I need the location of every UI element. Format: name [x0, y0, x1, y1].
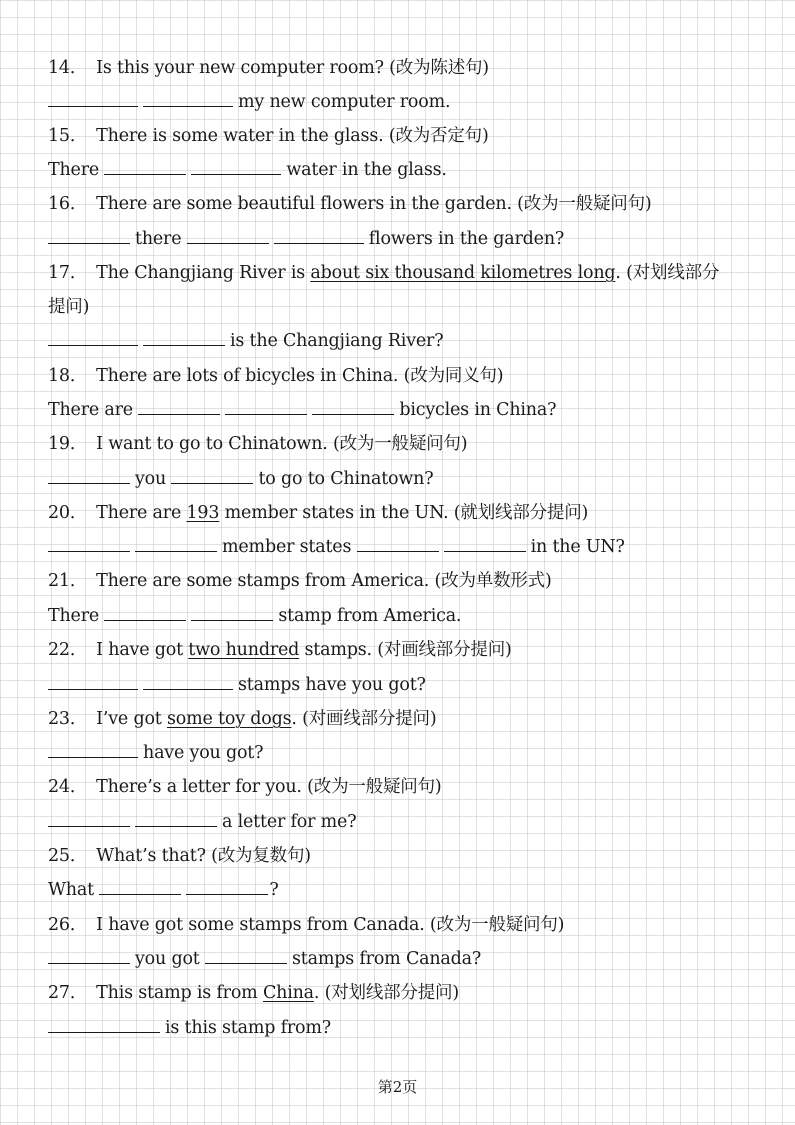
answer-blank[interactable] — [143, 688, 233, 690]
answer-blank[interactable] — [48, 242, 130, 244]
question-23 — [48, 707, 436, 731]
answer-24 — [48, 810, 356, 834]
question-text: There’s a letter for you. (改为一般疑问句) — [96, 777, 442, 797]
answer-text: is the Changjiang River? — [230, 331, 444, 351]
answer-25 — [48, 878, 279, 902]
answer-blank[interactable] — [48, 962, 130, 964]
answer-text: you got — [135, 949, 200, 969]
underlined-phrase: 193 — [186, 503, 220, 523]
answer-text: There — [48, 606, 100, 626]
question-text: There are lots of bicycles in China. (改为同义句) — [96, 366, 504, 386]
question-18 — [48, 364, 503, 388]
answer-blank[interactable] — [357, 550, 439, 552]
answer-text: in the UN? — [530, 537, 625, 557]
answer-18 — [48, 398, 556, 422]
answer-14 — [48, 90, 450, 114]
question-number: 16． — [48, 194, 88, 214]
question-number: 20． — [48, 503, 88, 523]
answer-blank[interactable] — [104, 173, 186, 175]
question-number: 21． — [48, 571, 88, 591]
answer-21 — [48, 604, 461, 628]
answer-text: stamps from Canada? — [292, 949, 482, 969]
answer-text: What — [48, 880, 94, 900]
answer-20 — [48, 535, 625, 559]
question-number: 25． — [48, 846, 88, 866]
answer-blank[interactable] — [143, 344, 225, 346]
question-text: What’s that? (改为复数句) — [96, 846, 311, 866]
answer-blank[interactable] — [171, 482, 253, 484]
answer-blank[interactable] — [135, 550, 217, 552]
answer-text: ? — [269, 880, 279, 900]
answer-text: stamp from America. — [278, 606, 462, 626]
underlined-phrase: some toy dogs — [167, 709, 292, 729]
question-22 — [48, 638, 512, 662]
answer-text: is this stamp from? — [165, 1018, 331, 1038]
question-21 — [48, 569, 552, 593]
answer-blank[interactable] — [138, 413, 220, 415]
question-17-wrap — [48, 295, 89, 319]
answer-blank[interactable] — [187, 242, 269, 244]
question-text: Is this your new computer room? (改为陈述句) — [96, 58, 489, 78]
question-text: 提问) — [48, 297, 90, 317]
question-text: . (对划线部分提问) — [313, 983, 459, 1003]
answer-text: There — [48, 160, 100, 180]
answer-23 — [48, 741, 263, 765]
question-number: 15． — [48, 126, 88, 146]
answer-text: you — [135, 469, 167, 489]
question-text: I have got — [96, 640, 189, 660]
question-text: stamps. (对画线部分提问) — [299, 640, 512, 660]
answer-19 — [48, 467, 433, 491]
answer-text: water in the glass. — [286, 160, 447, 180]
answer-text: my new computer room. — [238, 92, 451, 112]
answer-blank[interactable] — [48, 688, 138, 690]
answer-blank[interactable] — [312, 413, 394, 415]
question-text: . (对划线部分 — [615, 263, 720, 283]
question-text: member states in the UN. (就划线部分提问) — [219, 503, 589, 523]
question-number: 26． — [48, 915, 88, 935]
answer-blank[interactable] — [444, 550, 526, 552]
underlined-phrase: two hundred — [188, 640, 300, 660]
question-15 — [48, 124, 489, 148]
answer-blank[interactable] — [99, 893, 181, 895]
question-text: I want to go to Chinatown. (改为一般疑问句) — [96, 434, 468, 454]
answer-17 — [48, 329, 443, 353]
answer-blank[interactable] — [48, 550, 130, 552]
question-24 — [48, 775, 442, 799]
question-27 — [48, 981, 459, 1005]
underlined-phrase: about six thousand kilometres long — [310, 263, 616, 283]
question-text: There is some water in the glass. (改为否定句) — [96, 126, 489, 146]
question-text: . (对画线部分提问) — [291, 709, 437, 729]
page-number: 第2页 — [377, 1078, 418, 1096]
answer-blank[interactable] — [48, 482, 130, 484]
answer-text: to go to Chinatown? — [258, 469, 434, 489]
answer-blank[interactable] — [191, 619, 273, 621]
question-number: 24． — [48, 777, 88, 797]
question-20 — [48, 501, 588, 525]
underlined-phrase: China — [262, 983, 314, 1003]
answer-text: member states — [222, 537, 352, 557]
answer-text: There are — [48, 400, 133, 420]
answer-blank[interactable] — [48, 105, 138, 107]
answer-blank[interactable] — [186, 893, 268, 895]
question-number: 22． — [48, 640, 88, 660]
answer-15 — [48, 158, 447, 182]
answer-text: a letter for me? — [222, 812, 357, 832]
answer-blank[interactable] — [225, 413, 307, 415]
question-number: 18． — [48, 366, 88, 386]
question-text: There are some stamps from America. (改为单数形式) — [96, 571, 552, 591]
answer-text: flowers in the garden? — [368, 229, 565, 249]
question-text: I have got some stamps from Canada. (改为一般疑问句) — [96, 915, 565, 935]
question-text: The Changjiang River is — [96, 263, 311, 283]
answer-text: there — [135, 229, 182, 249]
question-text: There are — [96, 503, 187, 523]
answer-27 — [48, 1016, 331, 1040]
question-number: 19． — [48, 434, 88, 454]
question-number: 14． — [48, 58, 88, 78]
question-text: This stamp is from — [96, 983, 263, 1003]
question-17 — [48, 261, 719, 285]
question-text: There are some beautiful flowers in the garden. (改为一般疑问句) — [96, 194, 652, 214]
answer-text: stamps have you got? — [238, 675, 426, 695]
question-text: I’ve got — [96, 709, 167, 729]
answer-blank[interactable] — [48, 825, 130, 827]
answer-blank[interactable] — [48, 756, 138, 758]
answer-16 — [48, 227, 564, 251]
question-25 — [48, 844, 311, 868]
question-number: 27． — [48, 983, 88, 1003]
answer-blank[interactable] — [48, 1031, 160, 1033]
answer-text: have you got? — [143, 743, 264, 763]
answer-blank[interactable] — [274, 242, 364, 244]
question-number: 17． — [48, 263, 88, 283]
question-16 — [48, 192, 652, 216]
question-26 — [48, 913, 564, 937]
answer-blank[interactable] — [135, 825, 217, 827]
question-19 — [48, 432, 467, 456]
question-number: 23． — [48, 709, 88, 729]
answer-blank[interactable] — [143, 105, 233, 107]
answer-22 — [48, 673, 426, 697]
answer-26 — [48, 947, 481, 971]
answer-blank[interactable] — [205, 962, 287, 964]
question-14 — [48, 56, 489, 80]
answer-blank[interactable] — [191, 173, 281, 175]
answer-text: bicycles in China? — [399, 400, 557, 420]
answer-blank[interactable] — [48, 344, 138, 346]
answer-blank[interactable] — [104, 619, 186, 621]
